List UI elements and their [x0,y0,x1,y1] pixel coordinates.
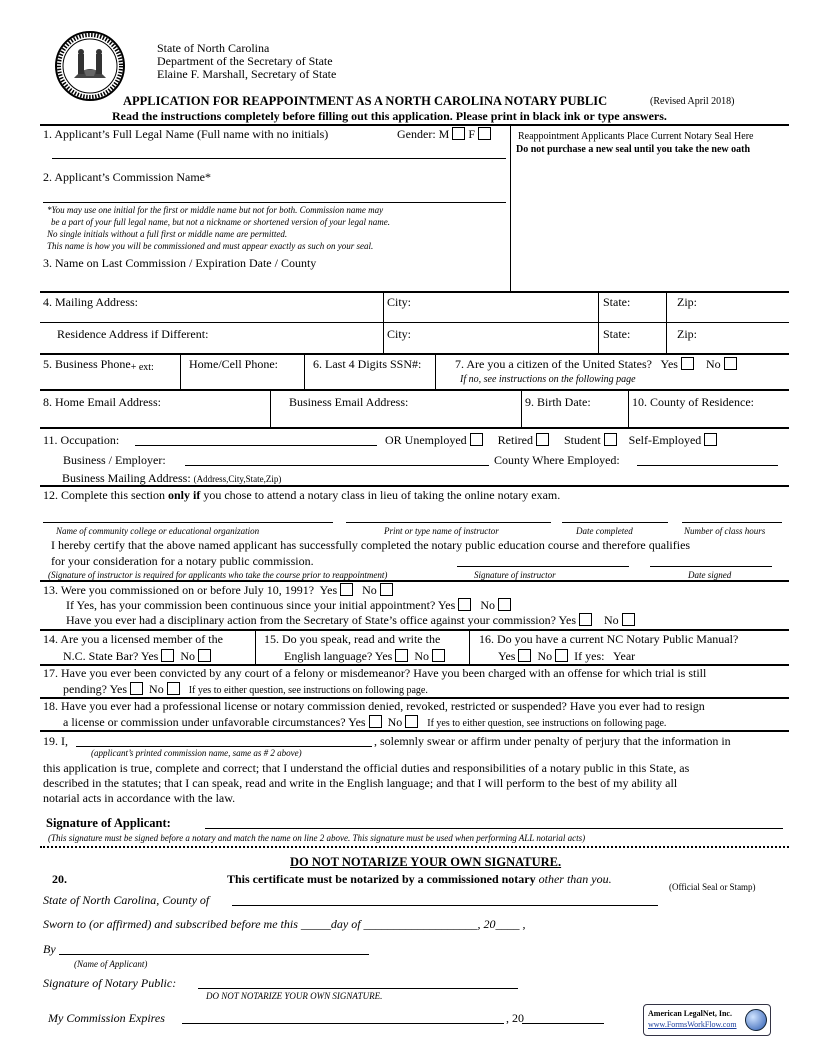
q4-mailing-address-label: 4. Mailing Address: [43,295,138,309]
citizen-note: If no, see instructions on the following page [460,374,636,385]
convicted-no-checkbox[interactable] [167,682,180,695]
instructor-caption: Print or type name of instructor [384,526,499,536]
full-legal-name-field[interactable] [52,158,506,159]
q19-i: 19. I, [43,734,68,748]
revised-date: (Revised April 2018) [650,96,735,107]
disciplinary-no-checkbox[interactable] [622,613,635,626]
manual-yes-checkbox[interactable] [518,649,531,662]
gender-m-checkbox[interactable] [452,127,465,140]
oath-line-3: notarial acts in accordance with the law. [43,791,236,805]
q8-home-email-label: 8. Home Email Address: [43,395,161,409]
applicant-sig-note: (This signature must be signed before a notary and match the name on line 2 above. This signature must be used when performing ALL notarial acts) [48,833,586,843]
english-no-checkbox[interactable] [432,649,445,662]
applicant-signature-label: Signature of Applicant: [46,816,171,830]
state-seal-logo [54,30,126,102]
instructions: Read the instructions completely before filling out this application. Please print in black ink or type answers. [112,109,667,123]
by-label: By [43,942,56,956]
q18-license-label: 18. Have you ever had a professional license or notary commission denied, revoked, restricted or suspended? Have you ever had to resign [43,699,705,713]
do-not-notarize-warning: DO NOT NOTARIZE YOUR OWN SIGNATURE. [290,855,562,869]
employer-label: Business / Employer: [63,453,166,467]
instructor-sig-note: (Signature of instructor is required for applicants who take the course prior to reappointment) [48,570,388,580]
occupation-field[interactable] [135,445,377,446]
q16-manual-label: 16. Do you have a current NC Notary Public Manual? [479,632,739,646]
gender-f-checkbox[interactable] [478,127,491,140]
citizen-yes-checkbox[interactable] [681,357,694,370]
instructor-name-field[interactable] [346,522,551,523]
q14-state-bar-label: 14. Are you a licensed member of the [43,632,223,646]
commission-note-4: This name is how you will be commissioned and must appear exactly as such on your seal. [47,241,374,251]
q1-full-legal-name-label: 1. Applicant’s Full Legal Name (Full name with no initials) [43,127,329,141]
state-county-label: State of North Carolina, County of [43,893,210,907]
county-field[interactable] [232,905,658,906]
q2-commission-name-label: 2. Applicant’s Commission Name* [43,170,211,184]
employment-status: OR Unemployed Retired Student Self-Employed [385,433,720,448]
home-phone-label: Home/Cell Phone: [189,357,278,371]
state-bar-yes-checkbox[interactable] [161,649,174,662]
sworn-line: Sworn to (or affirmed) and subscribed before me this _____day of ___________________, 20____ , [43,917,526,931]
class-hours-field[interactable] [682,522,782,523]
q14-state-bar-options: N.C. State Bar? Yes No [63,649,214,664]
self-employed-checkbox[interactable] [704,433,717,446]
state-bar-no-checkbox[interactable] [198,649,211,662]
q13-continuous: If Yes, has your commission been continuous since your initial appointment? Yes No [66,598,514,613]
header-state: State of North Carolina [157,41,270,55]
q5-business-phone-label: 5. Business Phone+ ext: [43,357,154,373]
class-hours-caption: Number of class hours [684,526,766,536]
header-department: Department of the Secretary of State [157,54,333,68]
header-secretary: Elaine F. Marshall, Secretary of State [157,67,337,81]
org-caption: Name of community college or educational organization [56,526,260,536]
mailing-zip-label: Zip: [677,295,697,309]
globe-icon [745,1009,767,1031]
form-title: APPLICATION FOR REAPPOINTMENT AS A NORTH CAROLINA NOTARY PUBLIC [123,94,608,108]
printed-name-field[interactable] [76,746,372,747]
date-signed-caption: Date signed [688,570,732,580]
official-seal-caption: (Official Seal or Stamp) [669,882,756,892]
gender-label: Gender: M F [397,127,494,142]
q15-english-options: English language? Yes No [284,649,448,664]
legalnet-logo [643,1004,771,1036]
date-signed-field[interactable] [650,566,772,567]
oath-line-2: described in the statutes; that I can speak, read and write in the English language; and that I will perform to the best of my ability all [43,776,678,790]
q12-label: 12. Complete this section only if you chose to attend a notary class in lieu of taking the online notary exam. [43,488,561,502]
commission-note-2: be a part of your full legal name, but not a nickname or shortened version of your legal name. [51,217,390,227]
disciplinary-yes-checkbox[interactable] [579,613,592,626]
seal-warning: Do not purchase a new seal until you take the new oath [516,144,750,155]
q19-swear: , solemnly swear or affirm under penalty of perjury that the information in [374,734,731,748]
q11-occupation-label: 11. Occupation: [43,433,120,447]
manual-no-checkbox[interactable] [555,649,568,662]
legalnet-company: American LegalNet, Inc. [648,1009,732,1018]
retired-checkbox[interactable] [536,433,549,446]
oath-line-1: this application is true, complete and correct; that I understand the official duties and responsibilities of a notary public in this State, as [43,761,690,775]
continuous-no-checkbox[interactable] [498,598,511,611]
q20-number: 20. [52,872,67,886]
q17-options: pending? Yes No If yes to either question, see instructions on following page. [63,682,428,696]
license-yes-checkbox[interactable] [369,715,382,728]
county-employed-label: County Where Employed: [494,453,620,467]
convicted-yes-checkbox[interactable] [130,682,143,695]
commission-name-field[interactable] [43,202,506,203]
q7-citizen-label: 7. Are you a citizen of the United States? Yes No [455,357,740,372]
q13-no-checkbox[interactable] [380,583,393,596]
instructor-sig-caption: Signature of instructor [474,570,556,580]
commission-expires-label: My Commission Expires [48,1011,165,1025]
continuous-yes-checkbox[interactable] [458,598,471,611]
residence-address-label: Residence Address if Different: [57,327,209,341]
q9-birth-date-label: 9. Birth Date: [525,395,591,409]
printed-name-hint: (applicant’s printed commission name, same as # 2 above) [91,748,302,758]
q3-last-commission-label: 3. Name on Last Commission / Expiration Date / County [43,256,317,270]
date-completed-caption: Date completed [576,526,633,536]
notary-signature-label: Signature of Notary Public: [43,976,177,990]
commission-note-3: No single initials without a full first or middle name are permitted. [47,229,288,239]
mailing-city-label: City: [387,295,412,309]
applicant-signature-field[interactable] [205,828,783,829]
expires-year-field[interactable] [522,1023,604,1024]
student-checkbox[interactable] [604,433,617,446]
q17-convicted-label: 17. Have you ever been convicted by any court of a felony or misdemeanor? Have you been charged with an offense for which trial is still [43,666,707,680]
instructor-certification-1: I hereby certify that the above named applicant has successfully completed the notary public education course and therefore qualifies [51,538,691,552]
q16-manual-options: Yes No If yes: Year [498,649,636,663]
business-email-label: Business Email Address: [289,395,409,409]
mailing-state-label: State: [603,295,631,309]
english-yes-checkbox[interactable] [395,649,408,662]
license-no-checkbox[interactable] [405,715,418,728]
instructor-signature-field[interactable] [457,566,629,567]
instructor-certification-2: for your consideration for a notary public commission. [51,554,314,568]
notary-cert-instruction: This certificate must be notarized by a commissioned notary other than you. [227,872,612,886]
q10-county-label: 10. County of Residence: [632,395,754,409]
business-mailing-label: Business Mailing Address: (Address,City,State,Zip) [62,471,282,485]
residence-zip-label: Zip: [677,327,697,341]
applicant-name-field[interactable] [59,954,369,955]
q13-yes-checkbox[interactable] [340,583,353,596]
applicant-name-hint: (Name of Applicant) [74,959,148,969]
residence-city-label: City: [387,327,412,341]
notary-signature-field[interactable] [198,988,518,989]
date-completed-field[interactable] [562,522,668,523]
expires-field[interactable] [182,1023,504,1024]
expires-20: , 20 [506,1011,524,1025]
q15-english-label: 15. Do you speak, read and write the [264,632,441,646]
q6-ssn-label: 6. Last 4 Digits SSN#: [313,357,422,371]
organization-field[interactable] [43,522,333,523]
county-employed-field[interactable] [637,465,778,466]
legalnet-url[interactable]: www.FormsWorkFlow.com [648,1020,737,1029]
notary-sig-warning: DO NOT NOTARIZE YOUR OWN SIGNATURE. [206,991,383,1001]
residence-state-label: State: [603,327,631,341]
commission-note-1: *You may use one initial for the first or middle name but not for both. Commission name may [47,205,384,215]
q13-disciplinary: Have you ever had a disciplinary action from the Secretary of State’s office against your commission? Yes No [66,613,638,628]
seal-instruction: Reappointment Applicants Place Current Notary Seal Here [518,131,754,142]
q18-options: a license or commission under unfavorable circumstances? Yes No If yes to either question, see instructions on following page. [63,715,667,729]
q13-commissioned-before-1991: 13. Were you commissioned on or before July 10, 1991? Yes No [43,583,396,598]
unemployed-checkbox[interactable] [470,433,483,446]
citizen-no-checkbox[interactable] [724,357,737,370]
employer-field[interactable] [185,465,489,466]
